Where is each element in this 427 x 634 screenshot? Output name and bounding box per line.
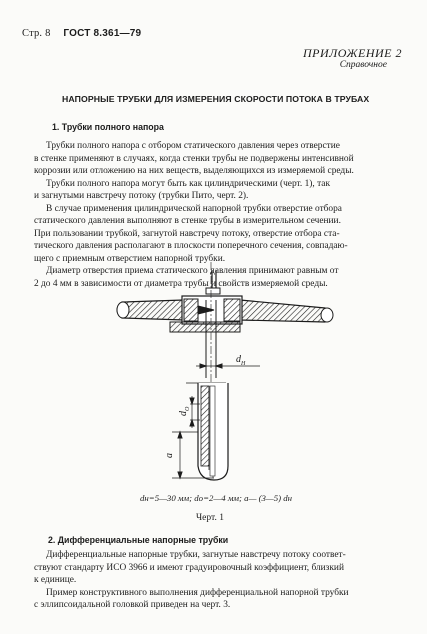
section-title: НАПОРНЫЕ ТРУБКИ ДЛЯ ИЗМЕРЕНИЯ СКОРОСТИ ПОТОКА В ТРУБАХ xyxy=(62,94,370,104)
appendix-title: ПРИЛОЖЕНИЕ 2 xyxy=(303,46,402,60)
figure-caption: Черт. 1 xyxy=(196,513,224,523)
section2-heading: 2. Дифференциальные напорные трубки xyxy=(48,535,229,545)
page-number: Стр. 8 xyxy=(22,28,51,39)
text-line: статического давления выполняют в стенке трубы в измерительном сечении. xyxy=(34,216,341,226)
text-line: в стенке применяют в случаях, когда стенки трубы не подвержены интенсивной xyxy=(34,153,354,164)
section2-text xyxy=(34,549,398,612)
text-line: щего с приемным отверстием напорной трубки. xyxy=(34,253,226,264)
text-line: Трубки полного напора с отбором статического давления через отверстие xyxy=(46,141,340,151)
text-line: Диаметр отверстия приема статического давления принимают равным от xyxy=(46,266,339,276)
text-line: тического давления располагают в плоскости поперечного сечения, совпадаю- xyxy=(34,241,348,251)
text-line: с эллипсоидальной головкой приведен на черт. 3. xyxy=(34,600,231,610)
label-a: a xyxy=(164,453,175,458)
text-line: ствуют стандарту ИСО 3966 и имеют градуировочный коэффициент, близкий xyxy=(34,562,344,573)
appendix-subtitle: Справочное xyxy=(339,60,387,70)
text-line: В случае применения цилиндрической напорной трубки отверстие отбора xyxy=(46,203,342,214)
text-line: к единице. xyxy=(34,575,77,585)
text-line: 2 до 4 мм в зависимости от диаметра трубы и свойств измеряемой среды. xyxy=(34,278,328,289)
text-line: Дифференциальные напорные трубки, загнутые навстречу потоку соответ- xyxy=(46,550,346,560)
text-line: При пользовании трубкой, загнутой навстречу потоку, отверстие отбора ста- xyxy=(34,228,340,239)
label-dn: $d_Н$ xyxy=(236,354,246,367)
figure-formula: dн=5—30 мм; dо=2—4 мм; a— (3—5) dн xyxy=(140,493,293,503)
label-do: $d_О$ xyxy=(178,406,191,416)
section1-heading: 1. Трубки полного напора xyxy=(52,122,164,132)
text-line: Трубки полного напора могут быть как цилиндрическими (черт. 1), так xyxy=(46,178,331,189)
text-line: Пример конструктивного выполнения дифференциальной напорной трубки xyxy=(46,587,349,598)
text-line: коррозии или отложению на них веществ, выделяющихся из измеряемой среды. xyxy=(34,166,354,176)
standard-number: ГОСТ 8.361—79 xyxy=(63,28,142,39)
text-line: и загнутыми навстречу потоку (трубки Пито, черт. 2). xyxy=(34,191,249,201)
